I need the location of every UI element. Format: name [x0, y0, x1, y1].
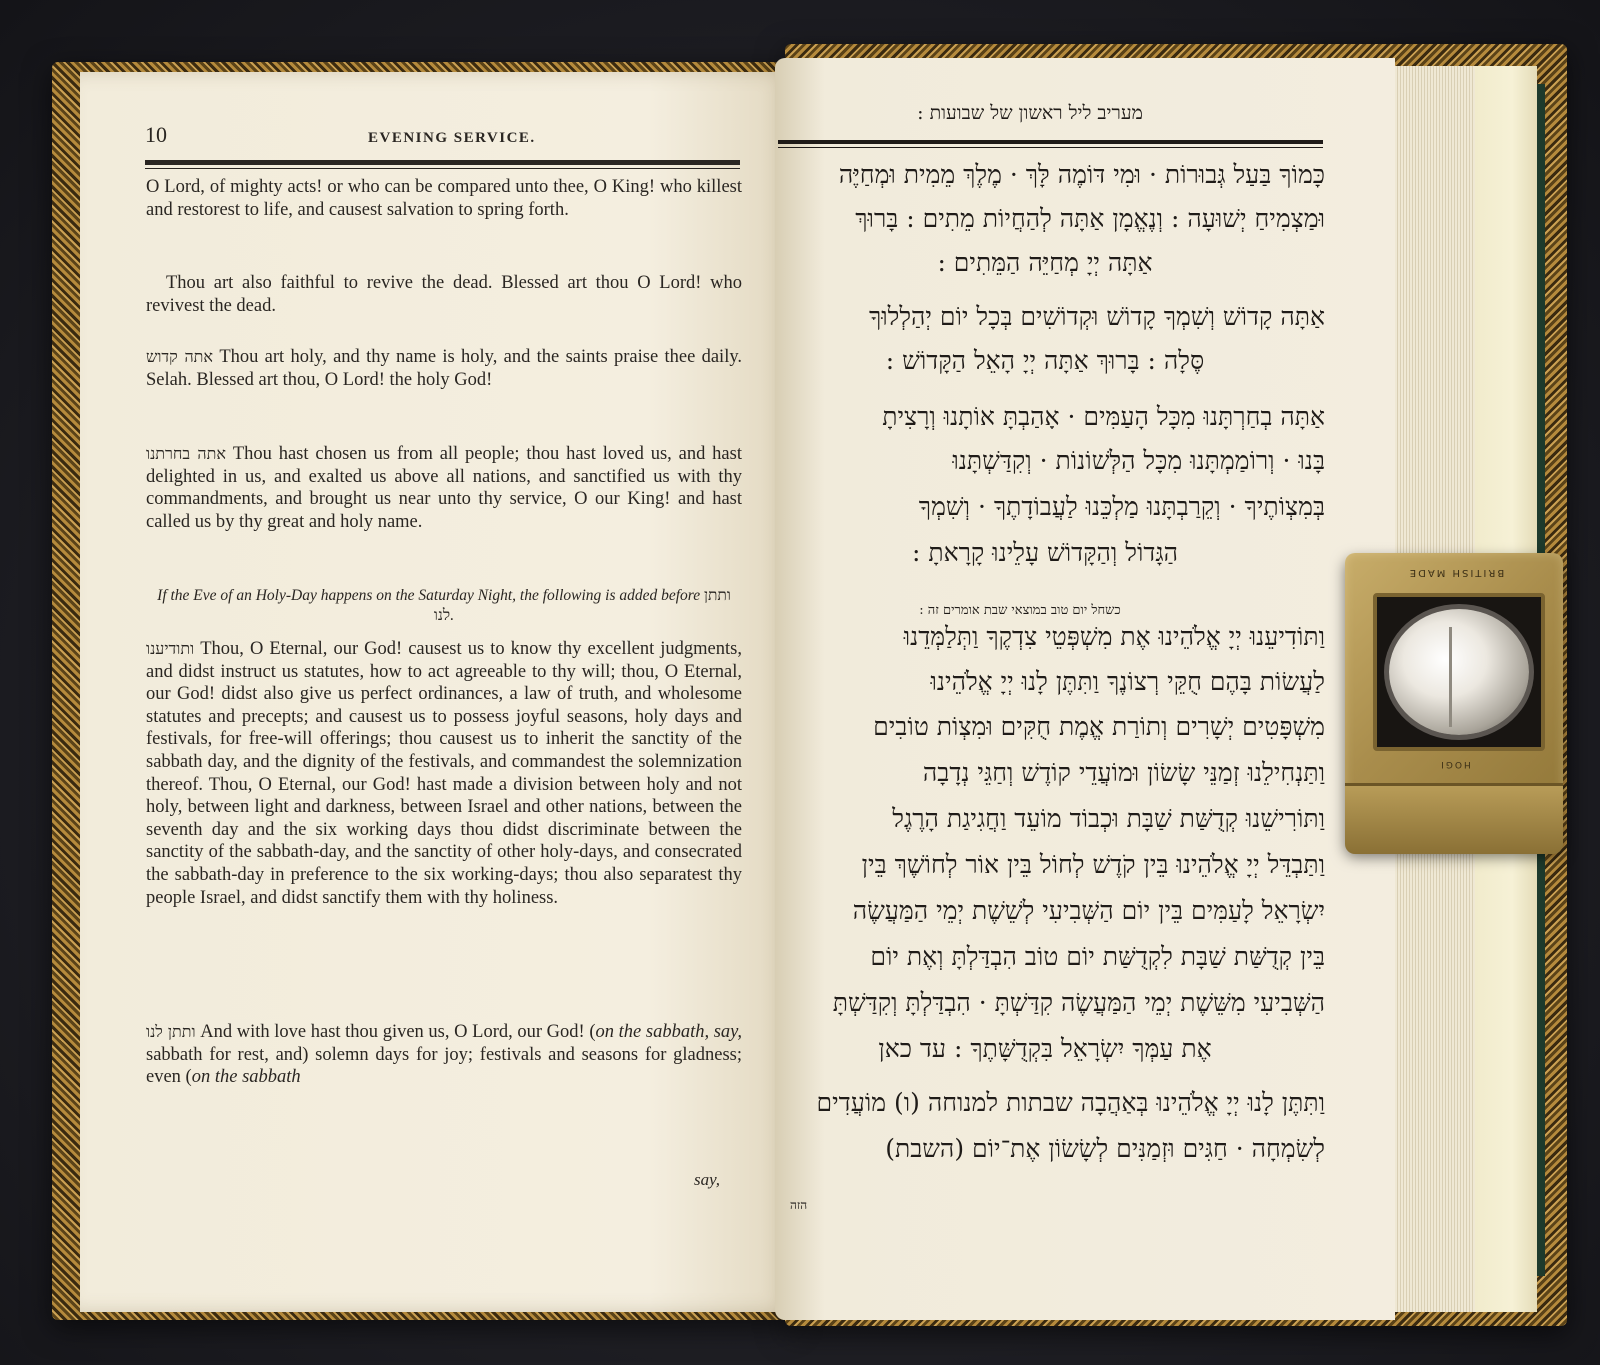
paragraph-1: O Lord, of mighty acts! or who can be compared unto thee, O King! who killest and restorest to life, and causest salvation to spring forth.	[146, 177, 742, 220]
hebrew-line: בֵּין קְדֻשַּׁת שַׁבָּת לִקְדֻשַּׁת יוֹם טוֹב הִבְדַּלְתָּ וְאֶת יוֹם	[870, 942, 1325, 971]
magnifier-lens-icon	[1389, 609, 1529, 735]
brass-magnifier-clasp	[1345, 553, 1563, 851]
hebrew-line: בְּמִצְוֹתֶיךָ · וְקֵרַבְתָּנוּ מַלְכֵּנוּ לַעֲבוֹדָתֶךָ · וְשִׁמְךָ	[918, 492, 1325, 521]
paragraph-5: ותודיענו Thou, O Eternal, our God! causest us to know thy excellent judgments, and didst instruct us statutes, how to act agreeable to thy will; thou, O Eternal, our God! didst also give us perfect ordinances, a law of truth, and wholesome statutes and precepts; and causest us to possess joyful seasons, holy days and festivals, for free-will offerings; thou causest us to inherit the sanctity of the sabbath day, and the dignity of the festivals, and commandest the solemnization thereof. Thou, O Eternal, our God! hast made a division between holy and not holy, between light and darkness, between Israel and other nations, between the seventh day and the six working days thou didst discriminate between the sanctity of the sabbath-day, and the sanctity of other holy-days, and consecrated the sabbath-day in preference to the six working-days; thou also separatest thy people Israel, and didst sanctify them with thy holiness.	[146, 639, 742, 908]
hebrew-line: אַתָּה יְיָ מְחַיֵּה הַמֵּתִים :	[937, 248, 1153, 277]
hebrew-line: אַתָּה קָדוֹשׁ וְשִׁמְךָ קָדוֹשׁ וּקְדוֹשִׁים בְּכָל יוֹם יְהַלְלוּךָ	[868, 302, 1325, 331]
header-rule-thin	[145, 168, 740, 169]
left-catchword: say,	[694, 1170, 720, 1189]
hebrew-line: וַתַּנְחִילֵנוּ זְמַנֵּי שָׂשׂוֹן וּמוֹעֲדֵי קוֹדֶשׁ וְחַגֵּי נְדָבָה	[922, 758, 1325, 787]
hebrew-line: וַתּוֹרִישֵׁנוּ קְדֻשַּׁת שַׁבָּת וּכְבוֹד מוֹעֵד וַחֲגִיגַת הָרֶגֶל	[892, 804, 1325, 833]
right-catchword: הזה	[790, 1198, 808, 1212]
hebrew-line: וַתּוֹדִיעֵנוּ יְיָ אֱלֹהֵינוּ אֶת מִשְׁפְּטֵי צִדְקֶךָ וַתְּלַמְּדֵנוּ	[903, 622, 1325, 651]
hebrew-rubric: כשחל יום טוב במוצאי שבת אומרים זה :	[919, 603, 1121, 618]
hebrew-header-rule-thin	[778, 147, 1323, 148]
clasp-window	[1373, 593, 1545, 751]
hebrew-header-rule	[778, 140, 1323, 144]
hebrew-line: מִשְׁפָּטִים יְשָׁרִים וְתוֹרַת אֱמֶת חֻקִּים וּמִצְוֹת טוֹבִים	[873, 712, 1325, 741]
paragraph-3: אתה קדוש Thou art holy, and thy name is holy, and the saints praise thee daily. Selah. Blessed art thou, O Lord! the holy God!	[146, 347, 743, 390]
lens-divider	[1449, 627, 1452, 727]
hebrew-line: לְשִׂמְחָה · חַגִּים וּזְמַנִּים לְשָׂשׂוֹן אֶת־יוֹם (השבת)	[885, 1134, 1325, 1163]
paragraph-6: ותתן לנו And with love hast thou given us, O Lord, our God! (on the sabbath, say, sabbath for rest, and) solemn days for joy; festivals and seasons for gladness; even (on the sabbath	[146, 1022, 742, 1088]
running-head: EVENING SERVICE.	[368, 130, 536, 146]
hebrew-line: אֶת עַמְּךָ יִשְׂרָאֵל בִּקְדֻשָּׁתֶךָ : עד כאן	[878, 1034, 1212, 1063]
hebrew-line: הַשְּׁבִיעִי מִשֵּׁשֶׁת יְמֵי הַמַּעֲשֶׂה קִדַּשְׁתָּ · הִבְדַּלְתָּ וְקִדַּשְׁתָּ	[832, 988, 1325, 1017]
hebrew-line: בָּנוּ · וְרוֹמַמְתָּנוּ מִכָּל הַלְּשׁוֹנוֹת · וְקִדַּשְׁתָּנוּ	[952, 446, 1325, 475]
hebrew-line: יִשְׂרָאֵל לָעַמִּים בֵּין יוֹם הַשְּׁבִיעִי לְשֵׁשֶׁת יְמֵי הַמַּעֲשֶׂה	[852, 896, 1325, 925]
clasp-maker-label: BRITISH MADE	[1407, 567, 1505, 578]
hebrew-line: לַעֲשׂוֹת בָּהֶם חֻקֵּי רְצוֹנֶךָ וַתִּתֶּן לָנוּ יְיָ אֱלֹהֵינוּ	[930, 667, 1325, 696]
paragraph-2: Thou art also faithful to revive the dead. Blessed art thou O Lord! who revivest the dead.	[146, 273, 742, 316]
rubric-note: If the Eve of an Holy-Day happens on the Saturday Night, the following is added before ותתן לנו.	[157, 587, 731, 624]
header-rule	[145, 160, 740, 165]
hebrew-line: אַתָּה בְחַרְתָּנוּ מִכָּל הָעַמִּים · אָהַבְתָּ אוֹתָנוּ וְרָצִיתָ	[882, 402, 1325, 431]
hebrew-line: הַגָּדוֹל וְהַקָּדוֹשׁ עָלֵינוּ קָרָאתָ :	[911, 538, 1179, 567]
clasp-stamp: HOGI	[1439, 759, 1471, 769]
hebrew-line: וַתַּבְדֵּל יְיָ אֱלֹהֵינוּ בֵּין קֹדֶשׁ לְחוֹל בֵּין אוֹר לְחוֹשֶׁךְ בֵּין	[861, 850, 1325, 879]
hebrew-line: וּמַצְמִיחַ יְשׁוּעָה : וְנֶאֱמָן אַתָּה לְהַחֲיוֹת מֵתִים : בָּרוּךְ	[855, 204, 1325, 233]
hebrew-line: וַתִּתֶּן לָנוּ יְיָ אֱלֹהֵינוּ בְּאַהֲבָה שבתות למנוחה (ו) מוֹעֲדִים	[816, 1088, 1325, 1117]
paragraph-4: אתה בחרתנו Thou hast chosen us from all people; thou hast loved us, and hast delighted in us, and exalted us above all nations, and sanctified us with thy commandments, and brought us near unto thy service, O our King! and hast called us by thy great and holy name.	[146, 444, 742, 532]
clasp-hinge	[1345, 783, 1563, 854]
hebrew-line: כָּמוֹךָ בַּעַל גְּבוּרוֹת · וּמִי דּוֹמֶה לָּךְ · מֶלֶךְ מֵמִית וּמְחַיֶּה	[838, 160, 1325, 189]
hebrew-line: סֶּלָה : בָּרוּךְ אַתָּה יְיָ הָאֵל הַקָּדוֹשׁ :	[885, 346, 1205, 375]
hebrew-running-head: מעריב ליל ראשון של שבועות :	[917, 102, 1143, 124]
page-number: 10	[145, 122, 167, 147]
